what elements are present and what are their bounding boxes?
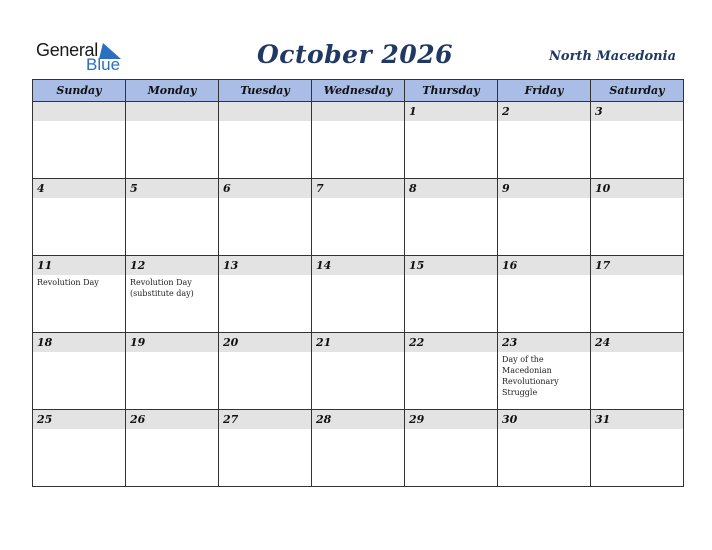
day-cell <box>498 179 591 256</box>
day-cell <box>405 179 498 256</box>
day-cell <box>591 256 684 333</box>
day-cell <box>591 410 684 487</box>
day-number: 12 <box>126 256 218 275</box>
logo-text-blue: Blue <box>86 55 121 74</box>
weekday-header-row <box>33 80 684 102</box>
day-cell <box>312 179 405 256</box>
day-cell <box>312 333 405 410</box>
day-cell <box>219 333 312 410</box>
day-number: 23 <box>498 333 590 352</box>
day-number: 17 <box>591 256 683 275</box>
day-number: 22 <box>405 333 497 352</box>
day-cell <box>33 179 126 256</box>
day-number: 31 <box>591 410 683 429</box>
day-number: 8 <box>405 179 497 198</box>
day-cell <box>219 179 312 256</box>
day-number: 9 <box>498 179 590 198</box>
weekday-header: Friday <box>498 80 591 102</box>
country-name: North Macedonia <box>549 49 676 64</box>
day-cell <box>126 333 219 410</box>
day-number: 26 <box>126 410 218 429</box>
day-cell <box>591 179 684 256</box>
week-row <box>33 410 684 487</box>
day-number: 10 <box>591 179 683 198</box>
day-cell <box>498 256 591 333</box>
day-number: 27 <box>219 410 311 429</box>
holiday-label: Revolution Day <box>37 278 99 287</box>
day-number: 29 <box>405 410 497 429</box>
week-row <box>33 179 684 256</box>
day-number <box>126 102 218 121</box>
day-cell <box>126 179 219 256</box>
day-cell <box>405 410 498 487</box>
day-cell <box>33 256 126 333</box>
generalblue-logo <box>36 40 136 76</box>
day-number: 21 <box>312 333 404 352</box>
day-cell <box>591 102 684 179</box>
day-cell <box>498 410 591 487</box>
day-number: 15 <box>405 256 497 275</box>
day-number: 14 <box>312 256 404 275</box>
weekday-header: Saturday <box>591 80 684 102</box>
day-number: 2 <box>498 102 590 121</box>
day-number: 3 <box>591 102 683 121</box>
day-number: 7 <box>312 179 404 198</box>
day-cell <box>126 410 219 487</box>
day-number: 25 <box>33 410 125 429</box>
holiday-label: Revolution Day (substitute day) <box>130 278 194 298</box>
weekday-header: Monday <box>126 80 219 102</box>
day-cell <box>312 410 405 487</box>
calendar-title: October 2026 <box>256 40 454 69</box>
day-cell <box>405 256 498 333</box>
day-number: 11 <box>33 256 125 275</box>
day-cell <box>405 333 498 410</box>
day-cell <box>498 333 591 410</box>
week-row <box>33 102 684 179</box>
day-number <box>219 102 311 121</box>
day-cell <box>219 410 312 487</box>
logo-text-general: General <box>36 40 98 60</box>
day-cell <box>498 102 591 179</box>
day-number: 24 <box>591 333 683 352</box>
day-cell <box>33 333 126 410</box>
day-cell <box>312 256 405 333</box>
day-number: 6 <box>219 179 311 198</box>
day-cell <box>405 102 498 179</box>
day-cell <box>219 102 312 179</box>
weekday-header: Tuesday <box>219 80 312 102</box>
day-number: 18 <box>33 333 125 352</box>
day-cell <box>33 102 126 179</box>
day-number: 1 <box>405 102 497 121</box>
day-number: 19 <box>126 333 218 352</box>
weekday-header: Sunday <box>33 80 126 102</box>
week-row <box>33 256 684 333</box>
day-number: 20 <box>219 333 311 352</box>
day-cell <box>33 410 126 487</box>
weekday-header: Wednesday <box>312 80 405 102</box>
day-number: 5 <box>126 179 218 198</box>
day-cell <box>219 256 312 333</box>
day-number: 13 <box>219 256 311 275</box>
day-number: 28 <box>312 410 404 429</box>
day-cell <box>126 256 219 333</box>
holiday-label: Day of the Macedonian Revolutionary Struggle <box>502 355 559 397</box>
day-cell <box>312 102 405 179</box>
day-number <box>33 102 125 121</box>
day-number: 16 <box>498 256 590 275</box>
weekday-header: Thursday <box>405 80 498 102</box>
day-cell <box>126 102 219 179</box>
day-number <box>312 102 404 121</box>
week-row <box>33 333 684 410</box>
day-number: 30 <box>498 410 590 429</box>
day-number: 4 <box>33 179 125 198</box>
calendar-grid <box>32 79 684 487</box>
day-cell <box>591 333 684 410</box>
